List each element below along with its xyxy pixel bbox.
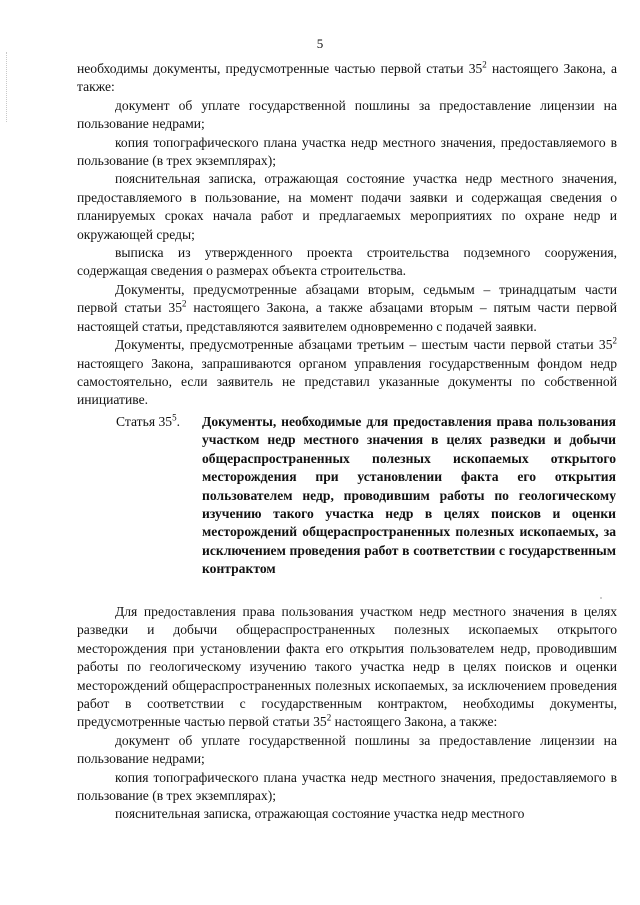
paragraph-text: необходимы документы, предусмотренные частью первой статьи 35 (77, 61, 483, 76)
paragraph (77, 170, 617, 244)
scan-artifact-mark (6, 52, 8, 122)
paragraph-text: Для предоставления права пользования участком недр местного значения в целях разведки и добычи общераспространенных полезных ископаемых открытого месторождения при установлении факта его открытия пользователем недр, проводившим работы по геологическому изучению такого участка недр в целях поисков и оценки месторождений общераспространенных полезных ископаемых, за исключением проведения работ в соответствии с государственным контрактом, необходимы документы, предусмотренные частью первой статьи 35 (77, 604, 617, 730)
paragraph-text-continued: настоящего Закона, а также: (77, 61, 618, 95)
paragraph-text: Документы, предусмотренные абзацами третьим – шестым части первой статьи 35 (115, 337, 613, 353)
paragraph-text: пояснительная записка, отражающая состояние участка недр местного значения, предоставляемого в пользование, на момент подачи заявки и содержащая сведения о планируемых сроках начала работ и предлагаемых мероприятиях по охране недр и окружающей среды; (77, 171, 617, 242)
paragraph-text: копия топографического плана участка недр местного значения, предоставляемого в пользование (в трех экземплярах); (77, 769, 617, 804)
paragraph-text: документ об уплате государственной пошлины за предоставление лицензии на пользование недрами; (77, 732, 617, 767)
scan-speck (600, 597, 602, 599)
paragraph (77, 336, 617, 410)
paragraph (77, 60, 617, 97)
article-number-superscript: 2 (612, 335, 617, 346)
paragraph (77, 244, 617, 281)
article-number (116, 413, 206, 431)
paragraph (77, 769, 617, 806)
paragraph-text-continued: настоящего Закона, а также абзацами вторым – пятым части первой настоящей статьи, представляются заявителем одновременно с подачей заявки. (77, 300, 618, 334)
paragraph (77, 134, 617, 171)
paragraph (77, 281, 617, 336)
text-block-top (77, 60, 617, 410)
article-label-superscript: 5 (172, 412, 177, 423)
paragraph (77, 732, 617, 769)
article-number-superscript: 2 (182, 298, 187, 309)
article-label-period: . (176, 414, 180, 429)
article-number-superscript: 2 (482, 59, 487, 70)
paragraph-text: документ об уплате государственной пошлины за предоставление лицензии на пользование недрами; (77, 97, 617, 132)
paragraph-text: выписка из утвержденного проекта строительства подземного сооружения, содержащая сведения о размерах объекта строительства. (77, 245, 617, 279)
article-label-text: Статья 35 (116, 414, 173, 429)
paragraph (77, 603, 617, 732)
paragraph-text: Документы, предусмотренные абзацами вторым, седьмым – тринадцатым части первой статьи 35 (77, 281, 617, 316)
paragraph-text: копия топографического плана участка недр местного значения, предоставляемого в пользование (в трех экземплярах); (77, 134, 617, 169)
paragraph-text-continued: настоящего Закона, запрашиваются органом управления государственным фондом недр самостоятельно, если заявитель не представил указанные документы по собственной инициативе. (77, 355, 617, 408)
article-number-superscript: 2 (326, 712, 332, 723)
paragraph (77, 97, 617, 134)
article-title: Документы, необходимые для предоставления права пользования участком недр местного значения в целях разведки и добычи общераспространенных полезных ископаемых открытого месторождения при установлении факта его открытия пользователем недр, проводившим работы по геологическому изучению такого участка недр в целях поисков и оценки месторождений общераспространенных полезных ископаемых, за исключением проведения работ в соответствии с государственным контрактом (202, 414, 616, 577)
paragraph-text: пояснительная записка, отражающая состояние участка недр местного (115, 806, 525, 822)
paragraph-text-continued: настоящего Закона, а также: (331, 714, 498, 730)
page-number: 5 (316, 36, 324, 51)
paragraph (77, 805, 617, 823)
text-block-bottom (77, 603, 617, 824)
